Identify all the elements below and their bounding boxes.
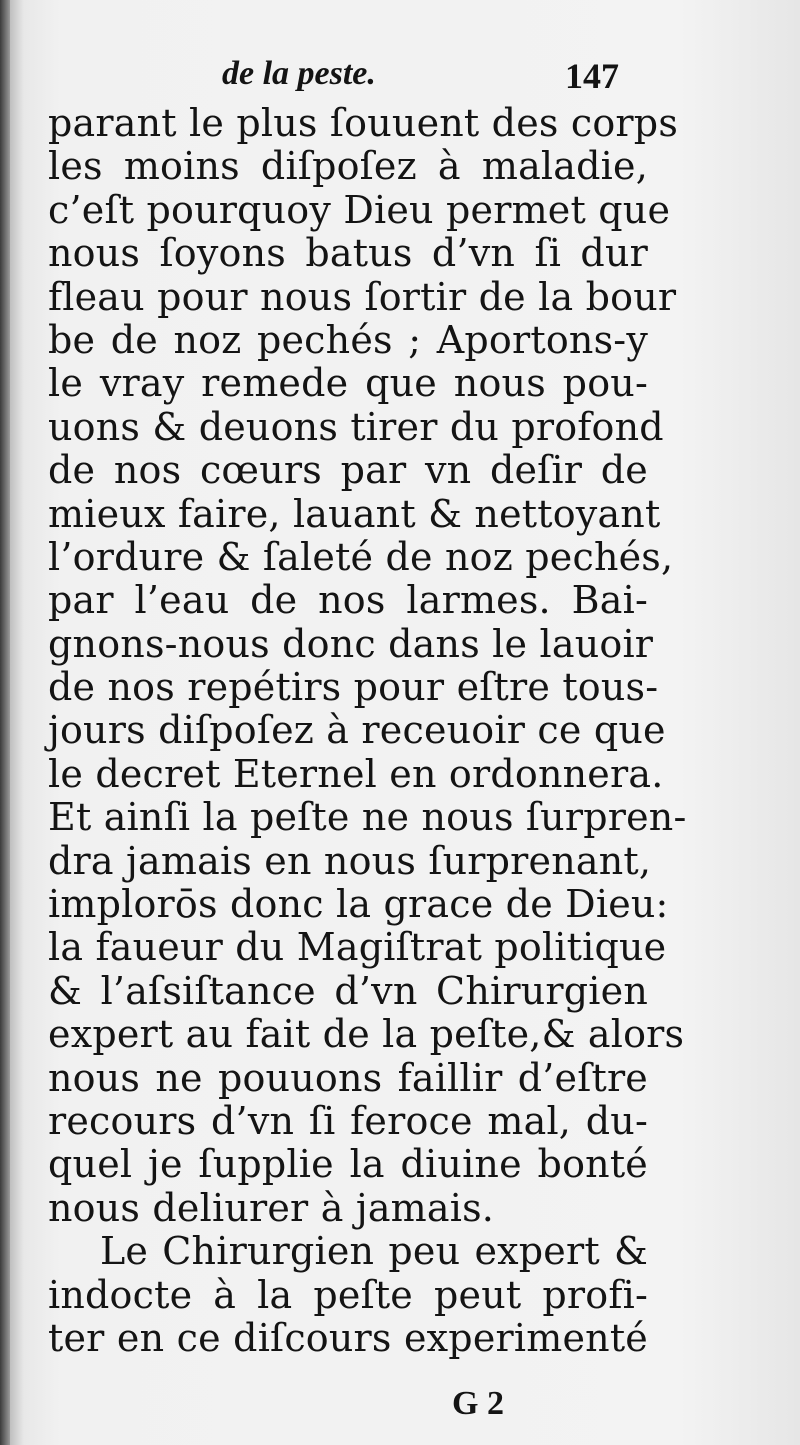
text-line: de nos cœurs par vn deſir de [48, 448, 648, 493]
text-line: dra jamais en nous ſurprenant, [48, 838, 652, 883]
text-line: mieux faire, lauant & nettoyant [48, 491, 661, 536]
page-header [0, 55, 800, 105]
text-line: recours d’vn ſi feroce mal, du- [48, 1098, 648, 1143]
text-line: & l’aſsiſtance d’vn Chirurgien [48, 968, 648, 1013]
text-line: Et ainſi la peſte ne nous ſurpren- [48, 795, 687, 840]
running-head: de la peste. [222, 55, 376, 92]
text-line: fleau pour nous ſortir de la bour [48, 274, 677, 319]
paragraph-first-line: Le Chirurgien peu expert & [100, 1229, 648, 1274]
text-line: c’eſt pourquoy Dieu permet que [48, 187, 671, 232]
text-line: nous ne pouuons faillir d’eſtre [48, 1055, 648, 1100]
text-line: le decret Eternel en ordonnera. [48, 751, 664, 796]
text-line: les moins diſpoſez à maladie, [48, 144, 648, 189]
text-line: expert au fait de la peſte,& alors [48, 1012, 685, 1057]
page-number: 147 [565, 56, 619, 96]
signature-mark: G 2 [452, 1385, 504, 1422]
text-line: nous deliurer à jamais. [48, 1185, 495, 1230]
text-line: uons & deuons tirer du profond [48, 404, 664, 449]
text-line: l’ordure & ſaleté de noz pechés, [48, 534, 674, 579]
text-line: par l’eau de nos larmes. Bai- [48, 578, 648, 623]
text-line: parant le plus ſouuent des corps [48, 101, 679, 145]
text-line: indocte à la peſte peut profi- [48, 1272, 648, 1317]
text-line: implorōs donc la grace de Dieu: [48, 882, 669, 927]
text-line: jours diſpoſez à receuoir ce que [48, 708, 666, 753]
text-line: gnons-nous donc dans le lauoir [48, 621, 654, 666]
page-gutter-shadow [0, 0, 10, 1445]
text-line: ter en ce diſcours experimenté [48, 1315, 648, 1360]
body-text [48, 101, 687, 1360]
text-line: quel je ſupplie la diuine bonté [48, 1142, 648, 1187]
text-line: la faueur du Magiſtrat politique [48, 925, 667, 970]
text-line: le vray remede que nous pou- [48, 361, 648, 406]
text-line: nous ſoyons batus d’vn ſi dur [48, 231, 648, 276]
text-line: de nos repétirs pour eſtre tous- [48, 665, 659, 710]
text-line: be de noz pechés ; Aportons-y [48, 317, 648, 362]
